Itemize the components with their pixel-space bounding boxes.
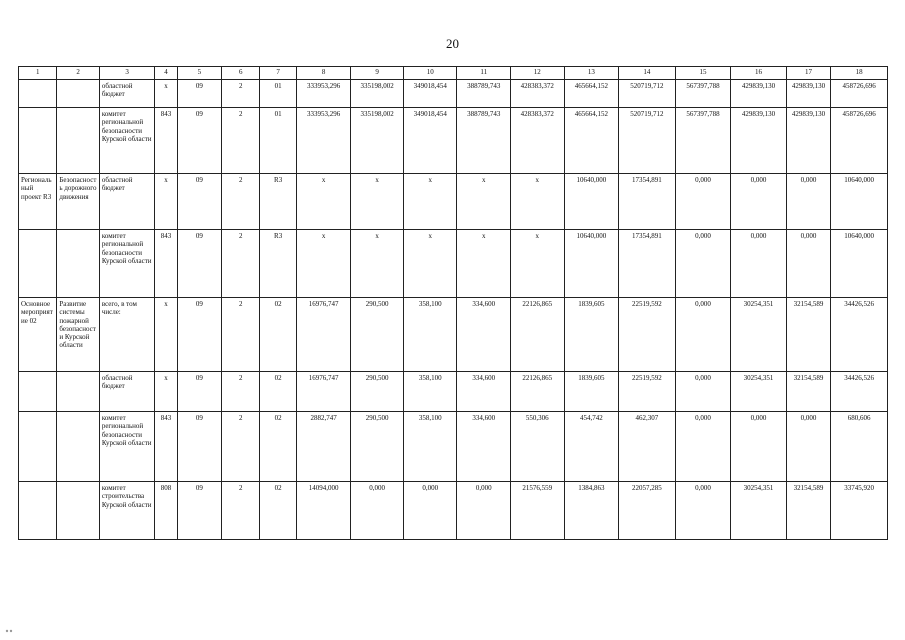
- cell-col-4: х: [155, 80, 177, 108]
- cell-col-8: 14094,000: [296, 482, 351, 540]
- cell-col-18: 34426,526: [831, 372, 888, 412]
- cell-col-14: 520719,712: [619, 108, 676, 174]
- cell-col-12: 428383,372: [511, 80, 565, 108]
- cell-col-4: 808: [155, 482, 177, 540]
- cell-col-18: 680,606: [831, 412, 888, 482]
- cell-col-18: 10640,000: [831, 174, 888, 230]
- column-header-17: 17: [786, 67, 830, 80]
- cell-col-15: 0,000: [675, 174, 731, 230]
- cell-col-13: 454,742: [564, 412, 619, 482]
- cell-col-5: 09: [177, 80, 221, 108]
- cell-col-5: 09: [177, 482, 221, 540]
- cell-col-2: [57, 372, 99, 412]
- cell-col-11: 0,000: [457, 482, 511, 540]
- cell-col-4: 843: [155, 230, 177, 298]
- cell-col-17: 0,000: [786, 412, 830, 482]
- cell-col-17: 429839,130: [786, 108, 830, 174]
- column-header-5: 5: [177, 67, 221, 80]
- cell-col-6: 2: [222, 108, 260, 174]
- cell-col-8: 16976,747: [296, 298, 351, 372]
- table-row: [19, 230, 888, 298]
- cell-col-18: 10640,000: [831, 230, 888, 298]
- cell-col-16: 30254,351: [731, 482, 787, 540]
- cell-col-7: R3: [260, 174, 296, 230]
- cell-col-2: [57, 412, 99, 482]
- cell-col-14: 17354,891: [619, 230, 676, 298]
- cell-col-16: 0,000: [731, 174, 787, 230]
- cell-col-12: 550,306: [511, 412, 565, 482]
- cell-col-16: 429839,130: [731, 80, 787, 108]
- cell-col-14: 462,307: [619, 412, 676, 482]
- table-row: [19, 174, 888, 230]
- cell-col-4: 843: [155, 108, 177, 174]
- cell-col-3: комитет региональной безопасности Курской области: [99, 230, 155, 298]
- cell-col-16: 0,000: [731, 412, 787, 482]
- table-row: [19, 298, 888, 372]
- cell-col-12: 22126,865: [511, 372, 565, 412]
- cell-col-11: 388789,743: [457, 108, 511, 174]
- cell-col-9: 0,000: [351, 482, 404, 540]
- cell-col-8: 2882,747: [296, 412, 351, 482]
- cell-col-6: 2: [222, 230, 260, 298]
- column-header-13: 13: [564, 67, 619, 80]
- cell-col-6: 2: [222, 174, 260, 230]
- column-header-9: 9: [351, 67, 404, 80]
- column-header-6: 6: [222, 67, 260, 80]
- cell-col-11: 334,600: [457, 298, 511, 372]
- cell-col-17: 0,000: [786, 174, 830, 230]
- cell-col-10: 349018,454: [403, 108, 457, 174]
- cell-col-7: 02: [260, 482, 296, 540]
- cell-col-2: Безопасность дорожного движения: [57, 174, 99, 230]
- cell-col-4: х: [155, 298, 177, 372]
- cell-col-10: 358,100: [403, 412, 457, 482]
- cell-col-4: х: [155, 372, 177, 412]
- cell-col-1: [19, 230, 57, 298]
- cell-col-1: Основное мероприятие 02: [19, 298, 57, 372]
- column-header-3: 3: [99, 67, 155, 80]
- cell-col-8: 333953,296: [296, 80, 351, 108]
- cell-col-17: 429839,130: [786, 80, 830, 108]
- cell-col-7: 02: [260, 412, 296, 482]
- column-header-8: 8: [296, 67, 351, 80]
- table-row: [19, 372, 888, 412]
- cell-col-1: [19, 412, 57, 482]
- cell-col-10: 358,100: [403, 372, 457, 412]
- cell-col-16: 0,000: [731, 230, 787, 298]
- cell-col-8: х: [296, 230, 351, 298]
- cell-col-5: 09: [177, 230, 221, 298]
- cell-col-7: 01: [260, 80, 296, 108]
- cell-col-13: 10640,000: [564, 230, 619, 298]
- cell-col-6: 2: [222, 482, 260, 540]
- cell-col-10: 0,000: [403, 482, 457, 540]
- page-number: 20: [446, 36, 459, 51]
- cell-col-3: областной бюджет: [99, 372, 155, 412]
- cell-col-10: 349018,454: [403, 80, 457, 108]
- cell-col-15: 567397,788: [675, 80, 731, 108]
- cell-col-17: 32154,589: [786, 482, 830, 540]
- cell-col-15: 0,000: [675, 372, 731, 412]
- cell-col-5: 09: [177, 174, 221, 230]
- cell-col-9: х: [351, 230, 404, 298]
- cell-col-2: [57, 108, 99, 174]
- cell-col-5: 09: [177, 108, 221, 174]
- cell-col-16: 30254,351: [731, 298, 787, 372]
- table-row: [19, 108, 888, 174]
- cell-col-8: х: [296, 174, 351, 230]
- cell-col-3: областной бюджет: [99, 174, 155, 230]
- cell-col-2: [57, 482, 99, 540]
- cell-col-14: 17354,891: [619, 174, 676, 230]
- column-header-12: 12: [511, 67, 565, 80]
- column-header-15: 15: [675, 67, 731, 80]
- cell-col-9: 290,500: [351, 412, 404, 482]
- cell-col-9: х: [351, 174, 404, 230]
- cell-col-12: 21576,559: [511, 482, 565, 540]
- cell-col-6: 2: [222, 412, 260, 482]
- cell-col-14: 22057,285: [619, 482, 676, 540]
- cell-col-5: 09: [177, 412, 221, 482]
- column-header-1: 1: [19, 67, 57, 80]
- cell-col-18: 33745,920: [831, 482, 888, 540]
- cell-col-17: 0,000: [786, 230, 830, 298]
- cell-col-15: 0,000: [675, 482, 731, 540]
- cell-col-10: 358,100: [403, 298, 457, 372]
- cell-col-15: 567397,788: [675, 108, 731, 174]
- cell-col-7: R3: [260, 230, 296, 298]
- table-row: [19, 482, 888, 540]
- cell-col-18: 34426,526: [831, 298, 888, 372]
- column-header-18: 18: [831, 67, 888, 80]
- cell-col-18: 458726,696: [831, 108, 888, 174]
- cell-col-2: [57, 230, 99, 298]
- cell-col-5: 09: [177, 372, 221, 412]
- cell-col-3: комитет региональной безопасности Курской области: [99, 108, 155, 174]
- cell-col-12: 22126,865: [511, 298, 565, 372]
- cell-col-14: 22519,592: [619, 372, 676, 412]
- cell-col-7: 02: [260, 372, 296, 412]
- cell-col-1: [19, 108, 57, 174]
- column-header-14: 14: [619, 67, 676, 80]
- cell-col-9: 335198,002: [351, 108, 404, 174]
- cell-col-13: 465664,152: [564, 108, 619, 174]
- cell-col-8: 333953,296: [296, 108, 351, 174]
- cell-col-13: 1384,863: [564, 482, 619, 540]
- cell-col-6: 2: [222, 372, 260, 412]
- cell-col-3: комитет региональной безопасности Курской области: [99, 412, 155, 482]
- cell-col-12: х: [511, 174, 565, 230]
- cell-col-1: Региональный проект R3: [19, 174, 57, 230]
- cell-col-1: [19, 80, 57, 108]
- cell-col-13: 1839,605: [564, 372, 619, 412]
- cell-col-7: 01: [260, 108, 296, 174]
- cell-col-11: 334,600: [457, 372, 511, 412]
- column-header-2: 2: [57, 67, 99, 80]
- cell-col-11: х: [457, 174, 511, 230]
- cell-col-7: 02: [260, 298, 296, 372]
- cell-col-15: 0,000: [675, 298, 731, 372]
- cell-col-11: х: [457, 230, 511, 298]
- header-row: [19, 67, 888, 80]
- cell-col-12: х: [511, 230, 565, 298]
- cell-col-14: 22519,592: [619, 298, 676, 372]
- cell-col-16: 30254,351: [731, 372, 787, 412]
- cell-col-2: Развитие системы пожарной безопасности Курской области: [57, 298, 99, 372]
- cell-col-9: 335198,002: [351, 80, 404, 108]
- cell-col-1: [19, 482, 57, 540]
- table-row: [19, 80, 888, 108]
- cell-col-6: 2: [222, 80, 260, 108]
- cell-col-13: 10640,000: [564, 174, 619, 230]
- column-header-4: 4: [155, 67, 177, 80]
- cell-col-14: 520719,712: [619, 80, 676, 108]
- cell-col-15: 0,000: [675, 230, 731, 298]
- cell-col-3: комитет строительства Курской области: [99, 482, 155, 540]
- column-header-16: 16: [731, 67, 787, 80]
- column-header-11: 11: [457, 67, 511, 80]
- cell-col-2: [57, 80, 99, 108]
- cell-col-12: 428383,372: [511, 108, 565, 174]
- cell-col-17: 32154,589: [786, 372, 830, 412]
- cell-col-13: 1839,605: [564, 298, 619, 372]
- cell-col-11: 388789,743: [457, 80, 511, 108]
- cell-col-5: 09: [177, 298, 221, 372]
- cell-col-17: 32154,589: [786, 298, 830, 372]
- cell-col-6: 2: [222, 298, 260, 372]
- cell-col-15: 0,000: [675, 412, 731, 482]
- column-header-7: 7: [260, 67, 296, 80]
- column-header-10: 10: [403, 67, 457, 80]
- cell-col-11: 334,600: [457, 412, 511, 482]
- cell-col-3: областной бюджет: [99, 80, 155, 108]
- cell-col-10: х: [403, 174, 457, 230]
- cell-col-16: 429839,130: [731, 108, 787, 174]
- cell-col-9: 290,500: [351, 298, 404, 372]
- budget-table: [18, 66, 888, 540]
- cell-col-4: 843: [155, 412, 177, 482]
- cell-col-18: 458726,696: [831, 80, 888, 108]
- cell-col-8: 16976,747: [296, 372, 351, 412]
- cell-col-3: всего, в том числе:: [99, 298, 155, 372]
- cell-col-9: 290,500: [351, 372, 404, 412]
- scan-artifact-mark: [4, 628, 14, 634]
- cell-col-1: [19, 372, 57, 412]
- cell-col-10: х: [403, 230, 457, 298]
- cell-col-13: 465664,152: [564, 80, 619, 108]
- cell-col-4: х: [155, 174, 177, 230]
- table-row: [19, 412, 888, 482]
